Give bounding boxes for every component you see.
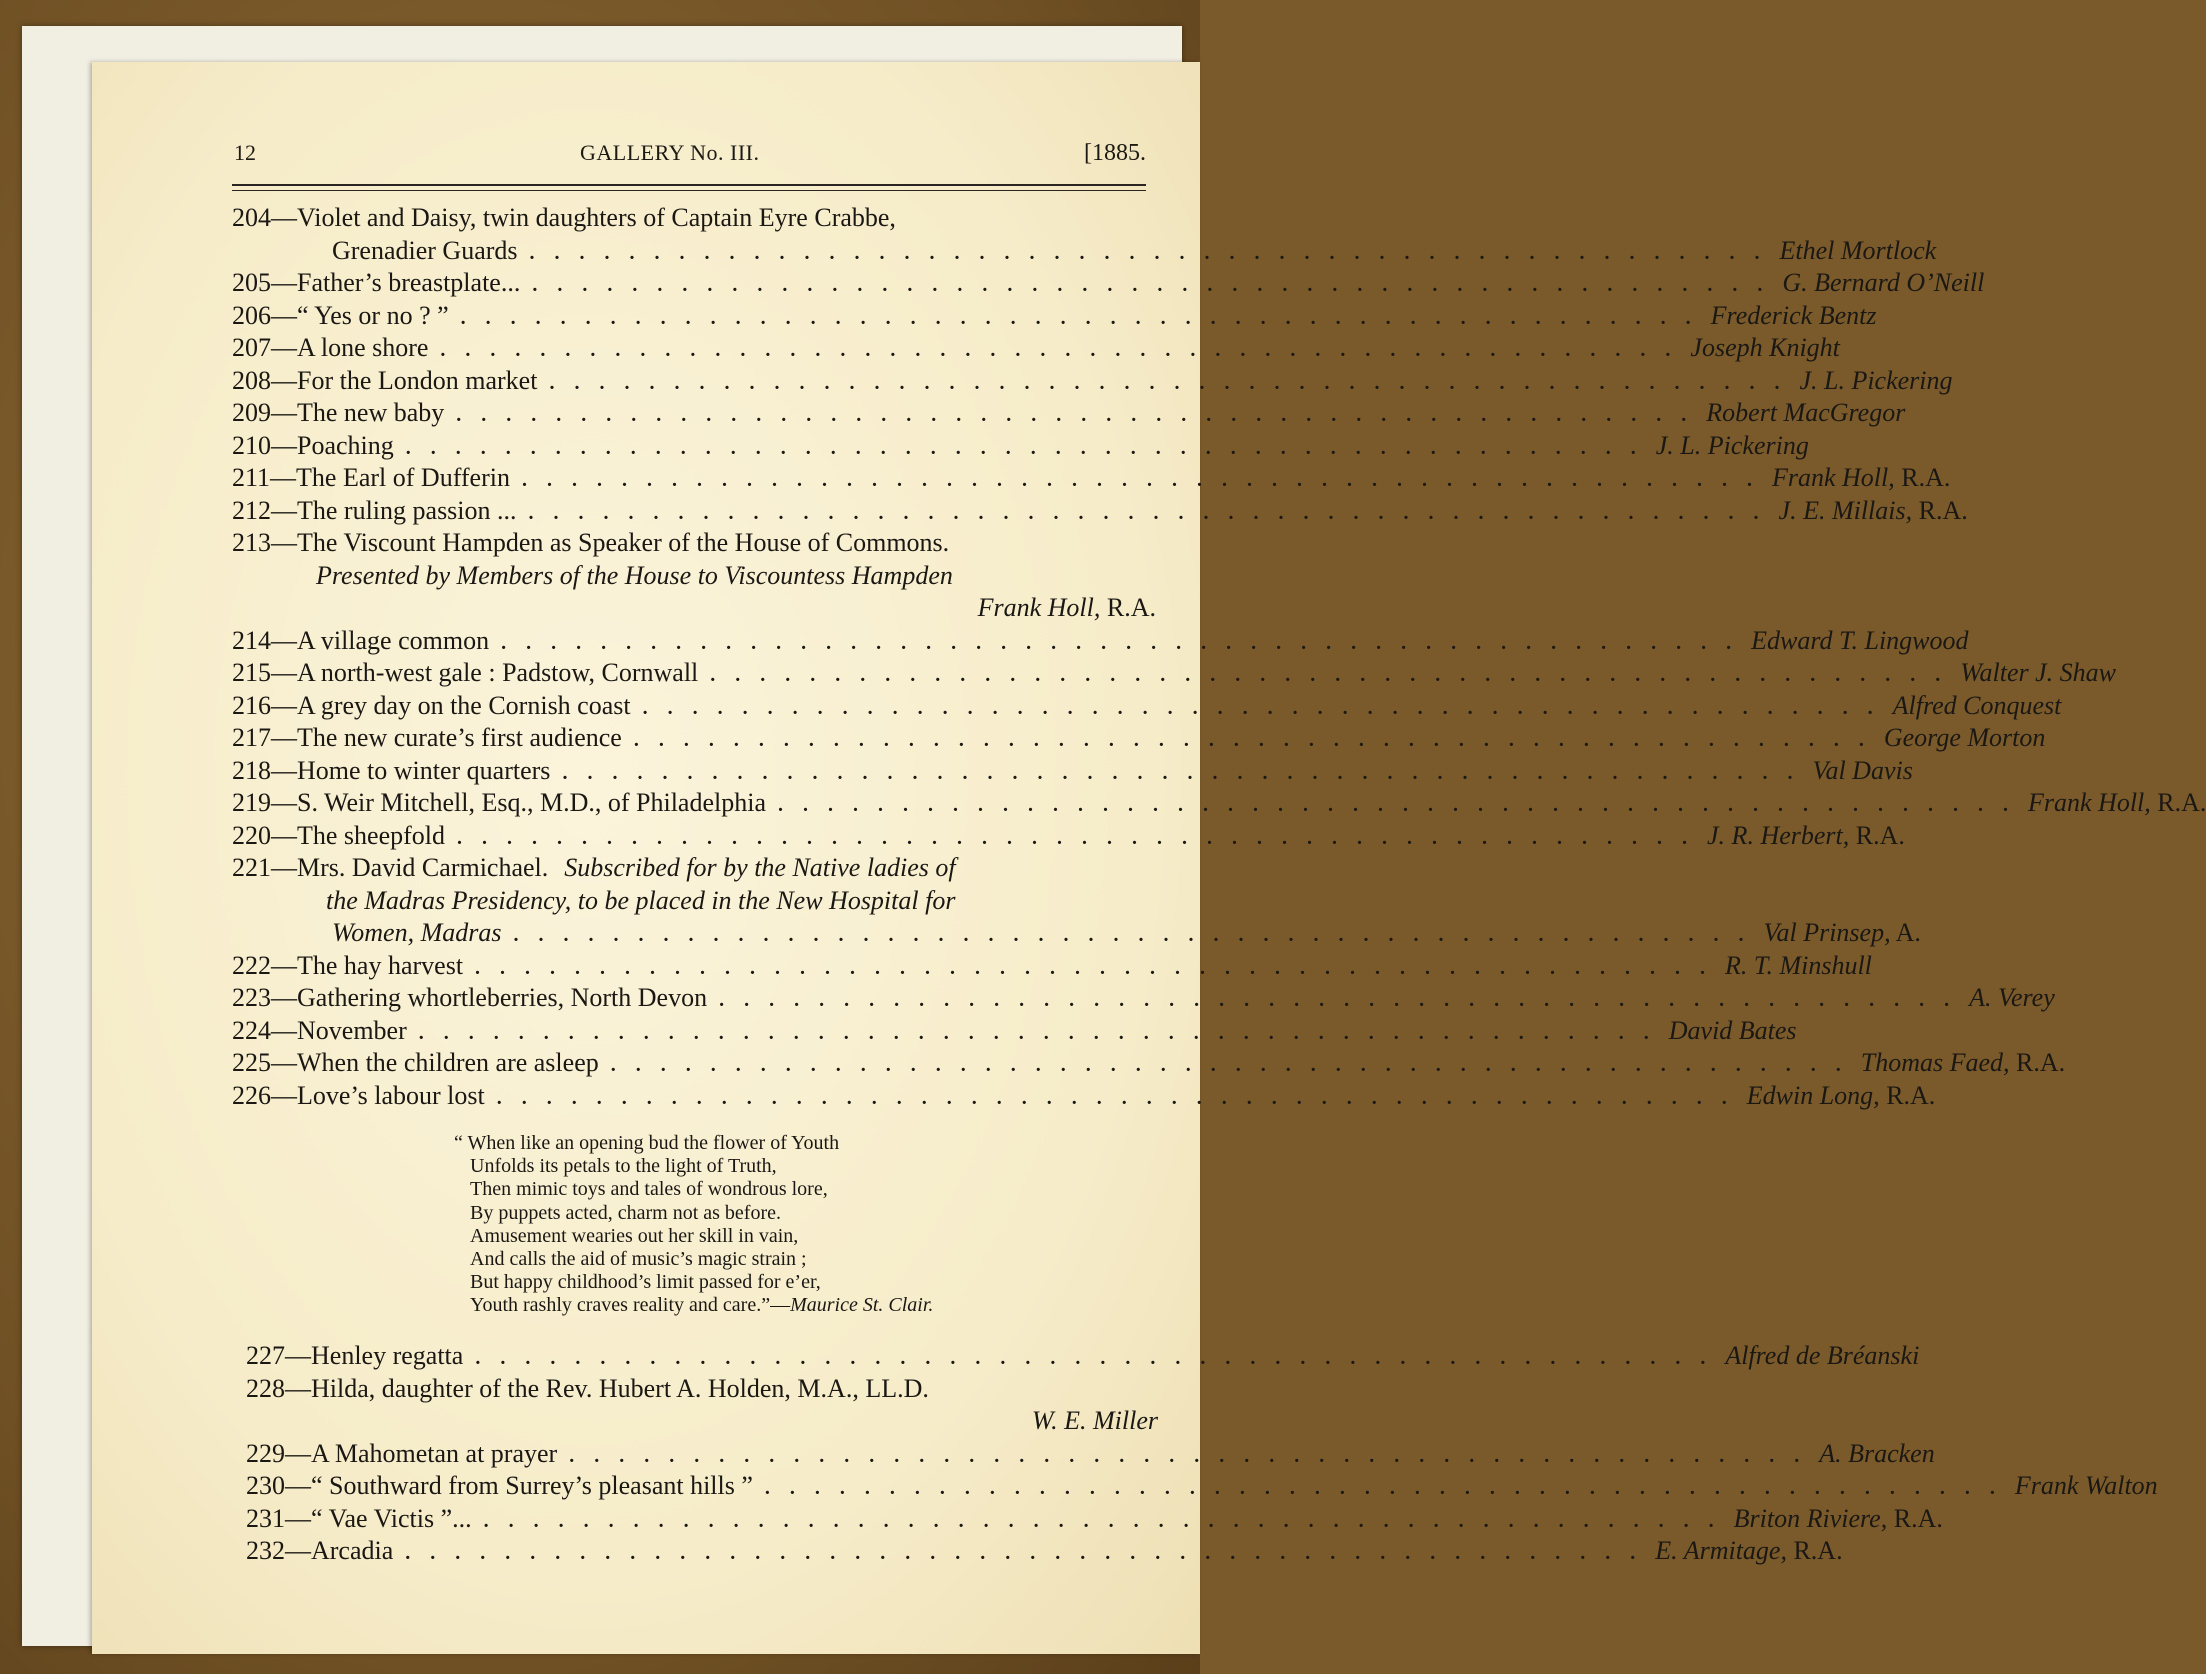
artist-name: W. E. Miller <box>1031 1406 1158 1435</box>
entry-228: 228—Hilda, daughter of the Rev. Hubert A. Holden, M.A., LL.D. <box>246 1373 929 1403</box>
entry-204-cont: Grenadier Guards .................................................. Ethel Mortlock <box>232 235 1156 268</box>
artist-name: Edward T. Lingwood <box>1751 625 1969 655</box>
artist-name: J. L. Pickering <box>1799 365 1953 395</box>
artist-name: A. Verey <box>1969 983 2055 1012</box>
quote-line: But happy childhood’s limit passed for e’er, <box>470 1271 821 1294</box>
entry-219: 219—S. Weir Mitchell, Esq., M.D., of Philadelphia .................................................. Frank Holl, R.A. <box>232 787 1156 820</box>
leader-dots: .................................................. <box>521 469 1772 491</box>
artist-name: Val Prinsep, A. <box>1763 918 1921 947</box>
artist-name: Frank Holl, R.A. <box>977 593 1156 622</box>
artist-name: Robert MacGregor <box>1706 398 1906 427</box>
artist-name: George Morton <box>1883 723 2046 752</box>
entry-213-caption: Presented by Members of the House to Viscountess Hampden <box>316 560 953 590</box>
quote-line: Then mimic toys and tales of wondrous lore, <box>470 1178 828 1201</box>
leader-dots: .................................................. <box>418 1021 1669 1044</box>
entry-207: 207—A lone shore .................................................. Joseph Knight <box>232 332 1156 365</box>
leader-dots: .................................................. <box>610 1054 1861 1076</box>
quote-line: “ When like an opening bud the flower of Youth <box>454 1132 840 1154</box>
leader-dots: .................................................. <box>529 241 1780 264</box>
entry-231: 231—“ Vae Victis ”... .................................................. Briton Riviere, R.A. <box>246 1503 1158 1536</box>
entry-221-cont: the Madras Presidency, to be placed in the New Hospital for <box>326 885 956 915</box>
leader-dots: .................................................. <box>483 1509 1734 1532</box>
artist-name: Ethel Mortlock <box>1779 235 1937 265</box>
entry-232: 232—Arcadia .................................................. E. Armitage, R.A. <box>246 1535 1158 1568</box>
entry-227: 227—Henley regatta .................................................. Alfred de Bréanski <box>246 1340 1158 1373</box>
entry-226: 226—Love’s labour lost .................................................. Edwin Long, R.A. <box>232 1080 1156 1113</box>
poem-quote <box>454 1132 1074 1318</box>
artist-name: J. E. Millais, R.A. <box>1778 495 1968 525</box>
leader-dots: .................................................. <box>475 956 1726 979</box>
entry-224: 224—November .................................................. David Bates <box>232 1015 1156 1048</box>
artist-name: Walter J. Shaw <box>1960 658 2117 687</box>
entry-list-continued <box>246 1340 2158 1568</box>
quote-line: Youth rashly craves reality and care.”—Maurice St. Clair. <box>470 1294 934 1317</box>
leader-dots: .................................................. <box>513 924 1764 946</box>
leader-dots: .................................................. <box>778 794 2028 816</box>
leader-dots: .................................................. <box>569 1444 1820 1467</box>
entry-208: 208—For the London market .................................................. J. L. Pickering <box>232 365 1156 398</box>
page-header <box>234 140 1146 180</box>
entry-206: 206—“ Yes or no ? ” .................................................. Frederick Bentz <box>232 300 1156 333</box>
entry-221-cont2: Women, Madras .................................................. Val Prinsep, A. <box>232 917 1156 950</box>
entry-209: 209—The new baby .................................................. Robert MacGregor <box>232 397 1156 430</box>
entry-204: 204—Violet and Daisy, twin daughters of Captain Eyre Crabbe, <box>232 203 896 232</box>
artist-name: J. L. Pickering <box>1655 430 1809 460</box>
artist-name: A. Bracken <box>1819 1438 1935 1468</box>
entry-213-artist <box>232 592 1156 625</box>
leader-dots: .................................................. <box>719 989 1970 1011</box>
artist-name: Frank Walton <box>2014 1471 2158 1500</box>
entry-212: 212—The ruling passion ... .................................................. J. E. Millais, R.A. <box>232 495 1156 528</box>
quote-line: By puppets acted, charm not as before. <box>470 1201 782 1224</box>
entry-229: 229—A Mahometan at prayer .................................................. A. Bracken <box>246 1438 1158 1471</box>
leader-dots: .................................................. <box>642 696 1893 719</box>
entry-216: 216—A grey day on the Cornish coast .................................................. Alfred Conquest <box>232 690 1156 723</box>
quote-line: Amusement wearies out her skill in vain, <box>470 1224 799 1247</box>
entry-217: 217—The new curate’s first audience .................................................. George Morton <box>232 722 1156 755</box>
artist-name: Frederick Bentz <box>1710 300 1877 330</box>
page-number: 12 <box>234 140 256 165</box>
artist-name: David Bates <box>1668 1015 1797 1045</box>
leader-dots: .................................................. <box>405 1542 1656 1564</box>
leader-dots: .................................................. <box>710 664 1961 686</box>
entry-210: 210—Poaching .................................................. J. L. Pickering <box>232 430 1156 463</box>
quote-line: Unfolds its petals to the light of Truth, <box>470 1155 777 1178</box>
artist-name: Frank Holl, R.A. <box>1771 463 1951 492</box>
artist-name: Frank Holl, R.A. <box>2028 788 2206 817</box>
leader-dots: .................................................. <box>764 1477 2015 1499</box>
artist-name: Joseph Knight <box>1690 333 1840 362</box>
header-rule <box>232 184 1146 186</box>
leader-dots: .................................................. <box>532 274 1783 296</box>
artist-name: E. Armitage, R.A. <box>1655 1536 1843 1565</box>
leader-dots: .................................................. <box>633 729 1884 751</box>
leader-dots: .................................................. <box>440 339 1691 361</box>
leader-dots: .................................................. <box>549 371 1800 394</box>
artist-name: Val Davis <box>1812 755 1913 785</box>
catalogue-year: [1885. <box>1084 140 1146 166</box>
entry-223: 223—Gathering whortleberries, North Devon .................................................. A. Verey <box>232 982 1156 1015</box>
entry-222: 222—The hay harvest .................................................. R. T. Minshull <box>232 950 1156 983</box>
quote-line: And calls the aid of music’s magic strain ; <box>470 1248 807 1271</box>
entry-220: 220—The sheepfold .................................................. J. R. Herbert, R.A. <box>232 820 1156 853</box>
page-title: GALLERY No. III. <box>580 140 760 165</box>
quote-attribution: Maurice St. Clair. <box>790 1294 934 1317</box>
artist-name: R. T. Minshull <box>1725 950 1872 980</box>
entry-211: 211—The Earl of Dufferin .................................................. Frank Holl, R.A. <box>232 462 1156 495</box>
header-rule-thin <box>232 190 1146 191</box>
artist-name: J. R. Herbert, R.A. <box>1707 820 1905 850</box>
leader-dots: .................................................. <box>457 826 1708 849</box>
leader-dots: .................................................. <box>528 501 1779 524</box>
leader-dots: .................................................. <box>496 1086 1747 1109</box>
artist-name: Edwin Long, R.A. <box>1746 1080 1936 1110</box>
leader-dots: .................................................. <box>456 404 1707 426</box>
leader-dots: .................................................. <box>562 761 1813 784</box>
artist-name: Thomas Faed, R.A. <box>1860 1048 2066 1077</box>
artist-name: G. Bernard O’Neill <box>1782 268 1985 297</box>
leader-dots: .................................................. <box>460 306 1711 329</box>
artist-name: Alfred de Bréanski <box>1725 1341 1920 1370</box>
artist-name: Briton Riviere, R.A. <box>1733 1503 1943 1533</box>
entry-list <box>232 202 2206 1112</box>
leader-dots: .................................................. <box>475 1347 1726 1369</box>
entry-205: 205—Father’s breastplate... .................................................. G. Bernard O’Neill <box>232 267 1156 300</box>
entry-214: 214—A village common .................................................. Edward T. Lingwood <box>232 625 1156 658</box>
entry-215: 215—A north-west gale : Padstow, Cornwall .................................................. Walter J. Shaw <box>232 657 1156 690</box>
entry-218: 218—Home to winter quarters .................................................. Val Davis <box>232 755 1156 788</box>
leader-dots: .................................................. <box>405 436 1656 459</box>
entry-221: 221—Mrs. David Carmichael. Subscribed for by the Native ladies of <box>232 853 956 882</box>
leader-dots: .................................................. <box>501 631 1752 654</box>
artist-name: Alfred Conquest <box>1892 690 2062 720</box>
entry-228-artist <box>246 1405 1158 1438</box>
entry-225: 225—When the children are asleep .................................................. Thomas Faed, R.A. <box>232 1047 1156 1080</box>
entry-230: 230—“ Southward from Surrey’s pleasant hills ” .................................................. Frank Walton <box>246 1470 1158 1503</box>
entry-213: 213—The Viscount Hampden as Speaker of the House of Commons. <box>232 528 950 557</box>
